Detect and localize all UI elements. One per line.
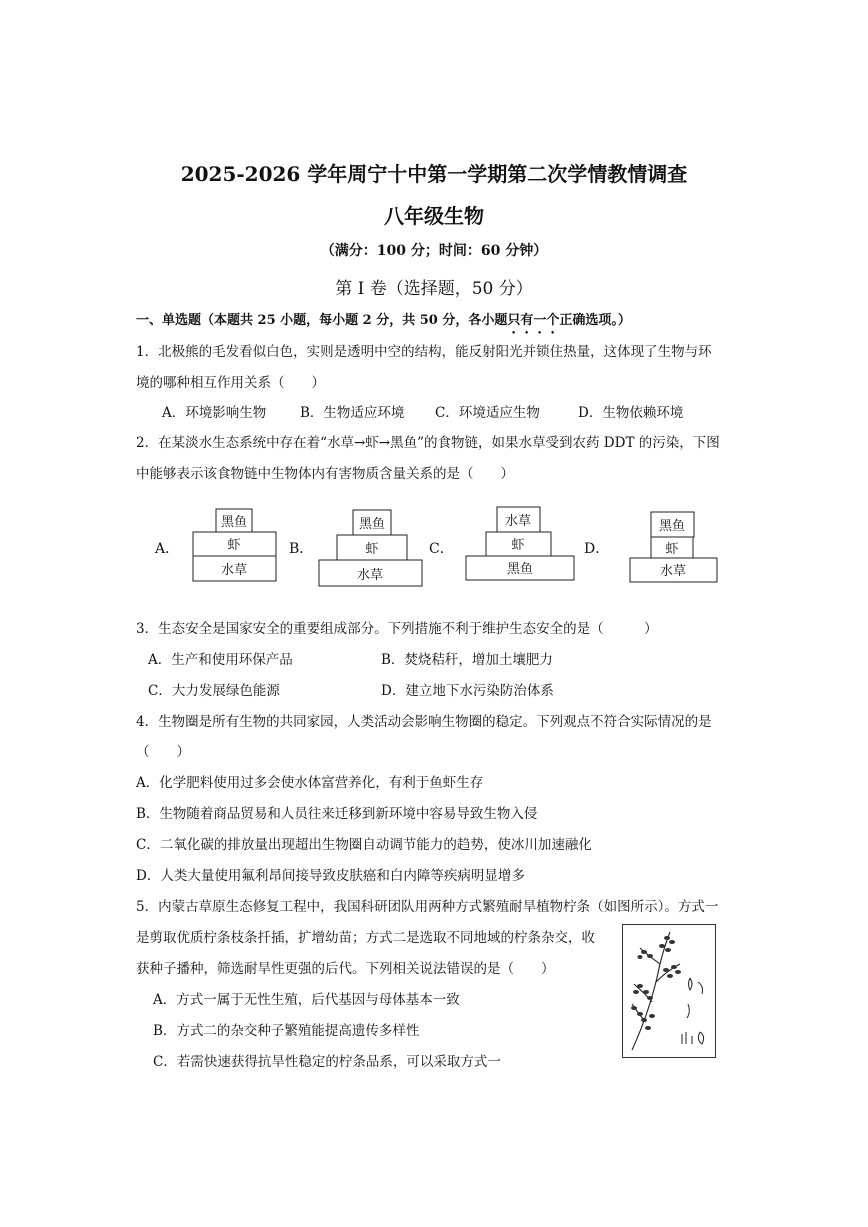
- q5-option-c[interactable]: C．若需快速获得抗旱性稳定的柠条品系，可以采取方式一: [153, 1054, 501, 1070]
- q1-option-a[interactable]: A．环境影响生物: [162, 405, 267, 421]
- pyramid-b-middle: 虾: [365, 542, 379, 557]
- pyramid-a-top: 黑鱼: [220, 515, 248, 530]
- q4-line1: 4．生物圈是所有生物的共同家园，人类活动会影响生物圈的稳定。下列观点不符合实际情况的是: [136, 714, 712, 730]
- pyramid-a-bottom: 水草: [220, 563, 248, 578]
- q5-option-a[interactable]: A．方式一属于无性生殖，后代基因与母体基本一致: [153, 992, 460, 1008]
- q1-line2: 境的哪种相互作用关系（ ）: [136, 375, 325, 391]
- q3-option-b[interactable]: B．焚烧秸秆，增加土壤肥力: [381, 652, 553, 668]
- q4-option-a[interactable]: A．化学肥料使用过多会使水体富营养化，有利于鱼虾生存: [136, 775, 484, 791]
- pyramid-c-top: 水草: [504, 514, 532, 529]
- q3-option-c[interactable]: C．大力发展绿色能源: [148, 683, 280, 699]
- q3-option-d[interactable]: D．建立地下水污染防治体系: [381, 683, 554, 699]
- exam-info: （满分：100 分；时间：60 分钟）: [320, 243, 548, 259]
- exam-title: 2025-2026 学年周宁十中第一学期第二次学情教情调查: [180, 162, 688, 186]
- volume-heading: 第 Ⅰ 卷（选择题，50 分）: [335, 279, 533, 299]
- q2-option-c-label[interactable]: C．: [429, 541, 454, 557]
- caragana-plant-illustration: [622, 924, 716, 1058]
- pyramid-b-top: 黑鱼: [358, 517, 386, 532]
- q1-option-b[interactable]: B．生物适应环境: [300, 405, 405, 421]
- q2-option-d-label[interactable]: D．: [584, 541, 610, 557]
- q5-line1: 5．内蒙古草原生态修复工程中，我国科研团队用两种方式繁殖耐旱植物柠条（如图所示）。方式一: [136, 899, 719, 915]
- section-heading: 一、单选题（本题共 25 小题，每小题 2 分，共 50 分，各小题只有一个正确选项。）: [136, 313, 631, 328]
- pyramid-a-middle: 虾: [227, 538, 241, 553]
- q2-option-a-label[interactable]: A．: [155, 541, 180, 557]
- q3-line1: 3．生态安全是国家安全的重要组成部分。下列措施不利于维护生态安全的是（ ）: [136, 621, 658, 637]
- pyramid-c-middle: 虾: [511, 538, 525, 553]
- q2-line1: 2．在某淡水生态系统中存在着“水草→虾→黑鱼”的食物链，如果水草受到农药 DDT 的污染，下图: [136, 435, 720, 451]
- pyramid-c-bottom: 黑鱼: [506, 562, 534, 577]
- q1-option-d[interactable]: D．生物依赖环境: [578, 405, 684, 421]
- q4-line2: （ ）: [136, 744, 190, 760]
- q1-line1: 1．北极熊的毛发看似白色，实则是透明中空的结构，能反射阳光并锁住热量，这体现了生物与环: [136, 344, 712, 360]
- q4-option-c[interactable]: C．二氧化碳的排放量出现超出生物圈自动调节能力的趋势，使冰川加速融化: [136, 837, 592, 853]
- q2-option-b-label[interactable]: B．: [289, 541, 314, 557]
- pyramid-d-middle: 虾: [665, 542, 679, 557]
- q5-option-b[interactable]: B．方式二的杂交种子繁殖能提高遗传多样性: [153, 1023, 420, 1039]
- q2-line2: 中能够表示该食物链中生物体内有害物质含量关系的是（ ）: [136, 466, 514, 482]
- exam-subject: 八年级生物: [384, 204, 484, 228]
- q5-line2: 是剪取优质柠条枝条扦插，扩增幼苗；方式二是选取不同地域的柠条杂交，收: [136, 930, 595, 946]
- q3-option-a[interactable]: A．生产和使用环保产品: [148, 652, 293, 668]
- q5-line3: 获种子播种，筛选耐旱性更强的后代。下列相关说法错误的是（ ）: [136, 961, 555, 977]
- q1-option-c[interactable]: C．环境适应生物: [435, 405, 540, 421]
- pyramid-b-bottom: 水草: [356, 568, 384, 583]
- q4-option-d[interactable]: D．人类大量使用氟利昂间接导致皮肤癌和白内障等疾病明显增多: [136, 868, 525, 884]
- pyramid-d-top: 黑鱼: [658, 519, 686, 534]
- q4-option-b[interactable]: B．生物随着商品贸易和人员往来迁移到新环境中容易导致生物入侵: [136, 806, 538, 822]
- pyramid-d-bottom: 水草: [659, 564, 687, 579]
